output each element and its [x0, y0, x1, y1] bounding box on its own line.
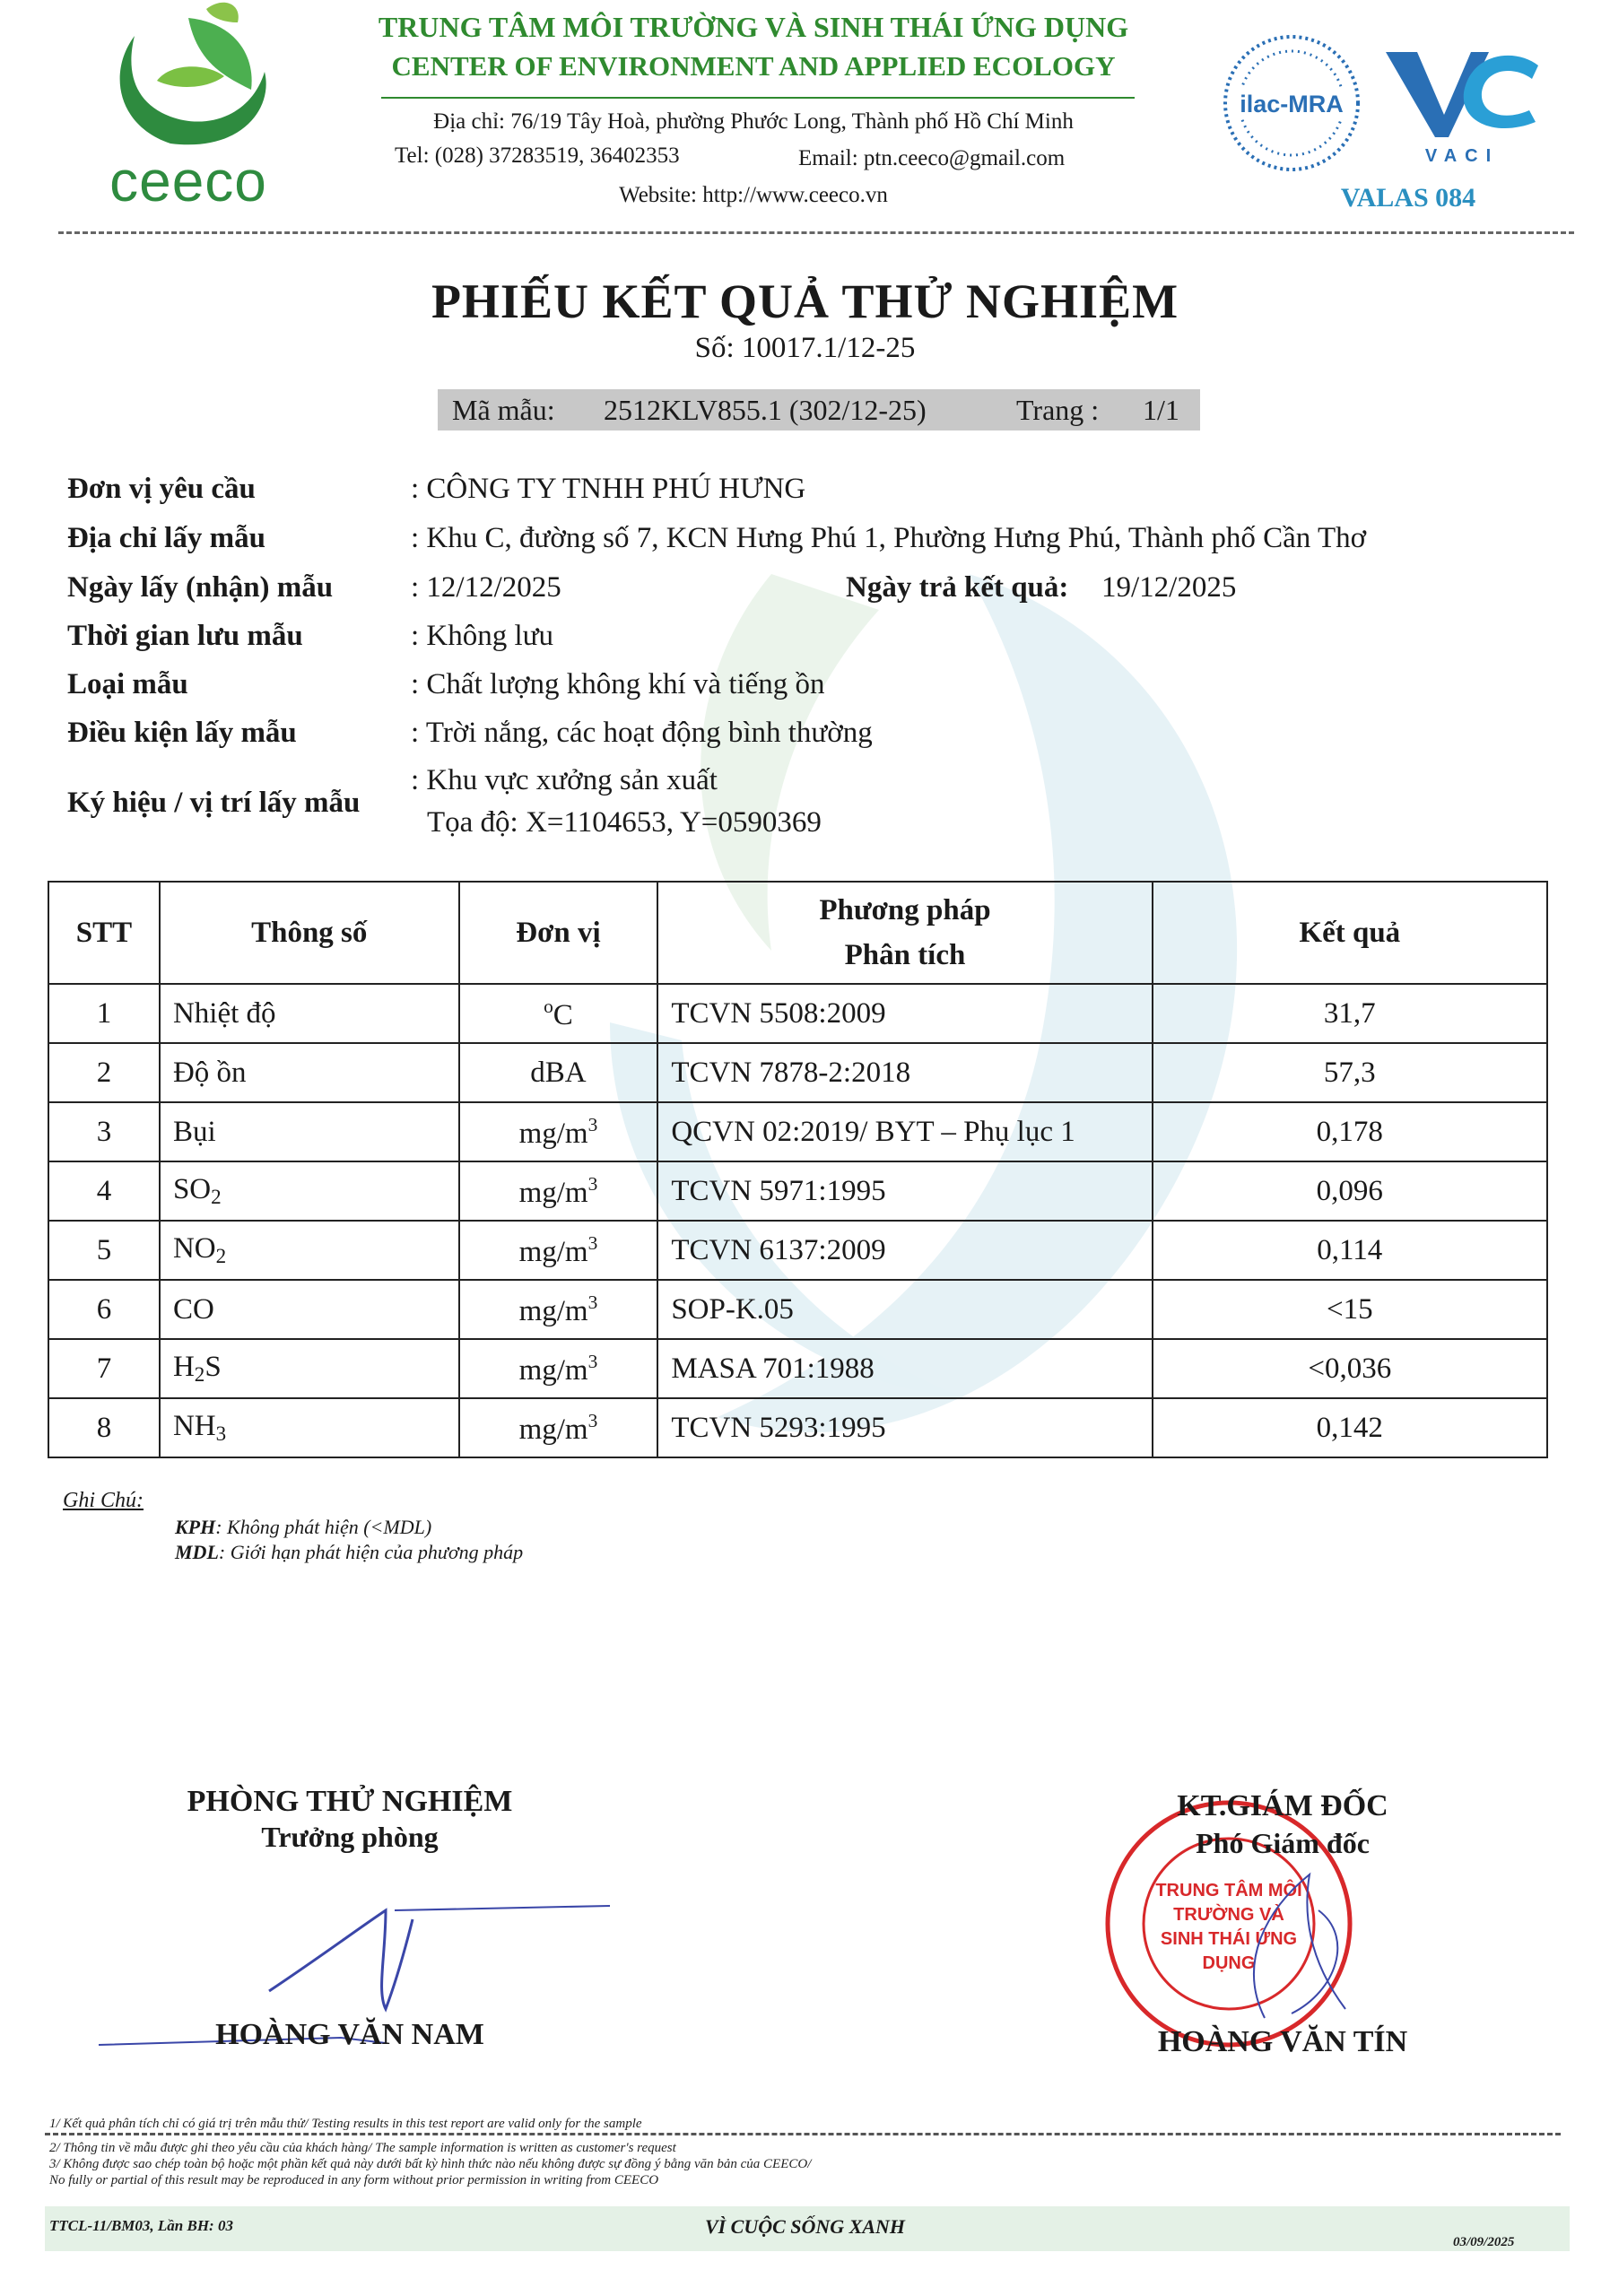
cell-method: [657, 1280, 1152, 1339]
table-row: [48, 984, 1547, 1043]
note-mdl-key: MDL: [175, 1541, 219, 1563]
cell-stt: [48, 1102, 160, 1161]
cell-stt: [48, 1161, 160, 1221]
return-date-value: 19/12/2025: [1101, 571, 1237, 604]
param-name: H: [172, 1351, 195, 1384]
unit-value: mg/m: [518, 1117, 588, 1150]
return-date-label: Ngày trả kết quả:: [846, 571, 1069, 604]
param-name: NH: [172, 1410, 216, 1443]
storage-time-label: Thời gian lưu mẫu: [67, 620, 303, 652]
sample-code-bar: [438, 389, 1200, 430]
table-row: [48, 1280, 1547, 1339]
sampling-condition-value: : Trời nắng, các hoạt động bình thường: [411, 717, 873, 749]
cell-stt: [48, 1339, 160, 1398]
director-name: HOÀNG VĂN TÍN: [1157, 2025, 1408, 2058]
stt-value: 2: [96, 1056, 112, 1089]
note-kph: [175, 1516, 431, 1539]
cell-method: [657, 1339, 1152, 1398]
location-value: : Khu vực xưởng sản xuất: [411, 764, 718, 796]
results-table: [48, 881, 1548, 1458]
cell-method: [657, 984, 1152, 1043]
cell-result: [1153, 1339, 1547, 1398]
header-stt: STT: [48, 882, 160, 984]
stt-value: 7: [96, 1352, 112, 1385]
param-subscript: 3: [215, 1421, 227, 1445]
sampling-address-label: Địa chỉ lấy mẫu: [67, 522, 265, 554]
cell-param: [160, 1043, 459, 1102]
param-name: CO: [172, 1292, 214, 1326]
unit-superscript: 3: [587, 1409, 598, 1431]
org-name-en: CENTER OF ENVIRONMENT AND APPLIED ECOLOGY: [391, 50, 1116, 82]
sample-date-value: : 12/12/2025: [411, 571, 561, 604]
stt-value: 8: [96, 1411, 112, 1444]
result-value: 31,7: [1323, 996, 1376, 1030]
result-value: 0,142: [1316, 1411, 1383, 1444]
param-name: NO: [172, 1232, 216, 1265]
stt-value: 4: [96, 1174, 112, 1207]
stt-value: 5: [96, 1233, 112, 1266]
cell-stt: [48, 1043, 160, 1102]
unit-value: dBA: [530, 1056, 587, 1089]
note-kph-key: KPH: [175, 1516, 216, 1538]
org-divider: [381, 97, 1135, 99]
director-role: Phó Giám đốc: [1196, 1827, 1370, 1859]
cell-method: [657, 1043, 1152, 1102]
header-result: Kết quả: [1153, 882, 1547, 984]
coordinates-value: Tọa độ: X=1104653, Y=0590369: [427, 806, 822, 839]
unit-value: mg/m: [518, 1413, 588, 1446]
param-name: Bụi: [172, 1115, 216, 1148]
cell-unit: [459, 1161, 658, 1221]
header-unit: Đơn vị: [459, 882, 658, 984]
valas-label: VALAS 084: [1340, 183, 1476, 213]
org-name-vn: TRUNG TÂM MÔI TRƯỜNG VÀ SINH THÁI ỨNG DỤNG: [378, 11, 1129, 43]
ilac-mra-icon: [1220, 31, 1363, 175]
table-row: [48, 1221, 1547, 1280]
cell-unit: [459, 1339, 658, 1398]
cell-param: [160, 1102, 459, 1161]
cell-stt: [48, 1221, 160, 1280]
cell-method: [657, 1161, 1152, 1221]
table-row: [48, 1161, 1547, 1221]
cell-result: [1153, 1398, 1547, 1457]
unit-superscript: 3: [587, 1113, 598, 1135]
param-name: Nhiệt độ: [172, 996, 276, 1030]
cell-unit: [459, 1221, 658, 1280]
logo-text: ceeco: [109, 149, 267, 213]
note-mdl-text: : Giới hạn phát hiện của phương pháp: [218, 1541, 524, 1563]
cell-param: [160, 1221, 459, 1280]
stt-value: 3: [96, 1115, 112, 1148]
unit-superscript: 3: [587, 1231, 598, 1254]
vaci-label: VACI: [1424, 146, 1500, 166]
header-method: [657, 882, 1152, 984]
cell-unit: [459, 1280, 658, 1339]
sample-code-label: Mã mẫu:: [452, 394, 555, 426]
unit-superscript: 3: [587, 1350, 598, 1372]
method-value: TCVN 5293:1995: [671, 1411, 886, 1444]
cell-method: [657, 1398, 1152, 1457]
cell-stt: [48, 1398, 160, 1457]
param-subscript: 2: [211, 1184, 222, 1208]
header-param: Thông số: [160, 882, 459, 984]
param-subscript: 2: [215, 1243, 227, 1267]
stt-value: 6: [96, 1292, 112, 1326]
org-tel: Tel: (028) 37283519, 36402353: [395, 144, 680, 168]
cell-stt: [48, 1280, 160, 1339]
cell-param: [160, 1280, 459, 1339]
unit-value: mg/m: [518, 1294, 588, 1327]
notes-title: Ghi Chú:: [63, 1489, 144, 1512]
lab-department: PHÒNG THỬ NGHIỆM: [187, 1785, 513, 1818]
result-value: 57,3: [1323, 1056, 1376, 1089]
sample-type-value: : Chất lượng không khí và tiếng ồn: [411, 668, 825, 700]
unit-superscript: 3: [587, 1172, 598, 1195]
footer-note-4: No fully or partial of this result may be reproduced in any form without prior permission in writing from CEECO: [49, 2173, 659, 2187]
stamp-center-text: TRUNG TÂM MÔI TRƯỜNG VÀ SINH THÁI ỨNG DỤNG: [1155, 1881, 1302, 1973]
ilac-mra-label: ilac-MRA: [1240, 91, 1344, 117]
sample-date-label: Ngày lấy (nhận) mẫu: [67, 571, 334, 604]
method-value: TCVN 7878-2:2018: [671, 1056, 911, 1089]
requester-label: Đơn vị yêu cầu: [67, 473, 256, 505]
org-address: Địa chỉ: 76/19 Tây Hoà, phường Phước Long, Thành phố Hồ Chí Minh: [433, 109, 1074, 134]
cell-result: [1153, 984, 1547, 1043]
result-value: 0,178: [1316, 1115, 1383, 1148]
form-date: 03/09/2025: [1453, 2235, 1515, 2249]
footer-note-3: 3/ Không được sao chép toàn bộ hoặc một phần kết quả này dưới bất kỳ hình thức nào nếu không được sự đồng ý bằng văn bản của CEECO/: [49, 2157, 812, 2171]
footer-note-1: 1/ Kết quả phân tích chỉ có giá trị trên mẫu thử/ Testing results in this test report are valid only for the sample: [49, 2117, 642, 2131]
param-suffix: S: [205, 1351, 222, 1384]
unit-value: mg/m: [518, 1353, 588, 1387]
lab-head-role: Trưởng phòng: [261, 1821, 439, 1853]
header-method-line1: Phương pháp: [819, 894, 991, 926]
unit-value: mg/m: [518, 1176, 588, 1209]
method-value: TCVN 6137:2009: [671, 1233, 886, 1266]
footer-slogan: VÌ CUỘC SỐNG XANH: [704, 2215, 906, 2238]
vaci-logo-icon: [1381, 43, 1543, 169]
table-row: [48, 1102, 1547, 1161]
cell-param: [160, 1339, 459, 1398]
cell-result: [1153, 1280, 1547, 1339]
sample-code-value: 2512KLV855.1 (302/12-25): [604, 394, 927, 426]
sample-type-label: Loại mẫu: [67, 668, 188, 700]
requester-value: : CÔNG TY TNHH PHÚ HƯNG: [411, 473, 806, 505]
method-value: SOP-K.05: [671, 1292, 794, 1326]
page-value: 1/1: [1143, 394, 1179, 426]
method-value: TCVN 5508:2009: [671, 996, 886, 1030]
cell-param: [160, 1161, 459, 1221]
header-method-line2: Phân tích: [844, 939, 966, 971]
org-website: Website: http://www.ceeco.vn: [619, 183, 888, 207]
footer-note-2: 2/ Thông tin về mẫu được ghi theo yêu cầu của khách hàng/ The sample information is written as customer's request: [49, 2141, 676, 2155]
cell-unit: [459, 1398, 658, 1457]
ceeco-logo: [72, 0, 305, 215]
sampling-address-value: : Khu C, đường số 7, KCN Hưng Phú 1, Phường Hưng Phú, Thành phố Cần Thơ: [411, 522, 1367, 554]
cell-result: [1153, 1161, 1547, 1221]
director-title: KT.GIÁM ĐỐC: [1177, 1789, 1388, 1822]
document-number: Số: 10017.1/12-25: [694, 332, 916, 364]
cell-unit: [459, 1043, 658, 1102]
cell-param: [160, 1398, 459, 1457]
param-subscript: 2: [194, 1361, 205, 1386]
cell-result: [1153, 1043, 1547, 1102]
note-mdl: [175, 1541, 523, 1564]
location-label: Ký hiệu / vị trí lấy mẫu: [67, 787, 361, 819]
cell-unit: [459, 984, 658, 1043]
page-label: Trang :: [1016, 394, 1100, 426]
leaf-logo-icon: [72, 0, 305, 152]
method-value: MASA 701:1988: [671, 1352, 875, 1385]
result-value: <0,036: [1308, 1352, 1392, 1385]
document-title: PHIẾU KẾT QUẢ THỬ NGHIỆM: [431, 274, 1179, 328]
table-header-row: [48, 882, 1547, 984]
footer-divider: [45, 2133, 1561, 2135]
storage-time-value: : Không lưu: [411, 620, 554, 652]
cell-unit: [459, 1102, 658, 1161]
table-row: [48, 1043, 1547, 1102]
method-value: TCVN 5971:1995: [671, 1174, 886, 1207]
param-name: SO: [172, 1173, 212, 1206]
cell-result: [1153, 1102, 1547, 1161]
signature-right-icon: [1130, 1857, 1417, 2036]
result-value: 0,096: [1316, 1174, 1383, 1207]
results-body: [48, 984, 1547, 1457]
result-value: 0,114: [1317, 1233, 1383, 1266]
cell-param: [160, 984, 459, 1043]
lab-head-name: HOÀNG VĂN NAM: [215, 2018, 484, 2051]
param-name: Độ ồn: [172, 1056, 247, 1089]
header-divider: [58, 231, 1574, 234]
org-email: Email: ptn.ceeco@gmail.com: [798, 146, 1066, 170]
sampling-condition-label: Điều kiện lấy mẫu: [67, 717, 297, 749]
unit-superscript: 3: [587, 1291, 598, 1313]
stt-value: 1: [96, 996, 112, 1030]
table-row: [48, 1339, 1547, 1398]
form-code: TTCL-11/BM03, Lần BH: 03: [49, 2217, 233, 2234]
cell-stt: [48, 984, 160, 1043]
unit-value: C: [553, 998, 573, 1031]
unit-degree: o: [544, 995, 553, 1017]
table-row: [48, 1398, 1547, 1457]
cell-result: [1153, 1221, 1547, 1280]
cell-method: [657, 1102, 1152, 1161]
result-value: <15: [1326, 1292, 1373, 1326]
method-value: QCVN 02:2019/ BYT – Phụ lục 1: [671, 1115, 1075, 1148]
unit-value: mg/m: [518, 1235, 588, 1268]
note-kph-text: : Không phát hiện (<MDL): [215, 1516, 432, 1538]
cell-method: [657, 1221, 1152, 1280]
